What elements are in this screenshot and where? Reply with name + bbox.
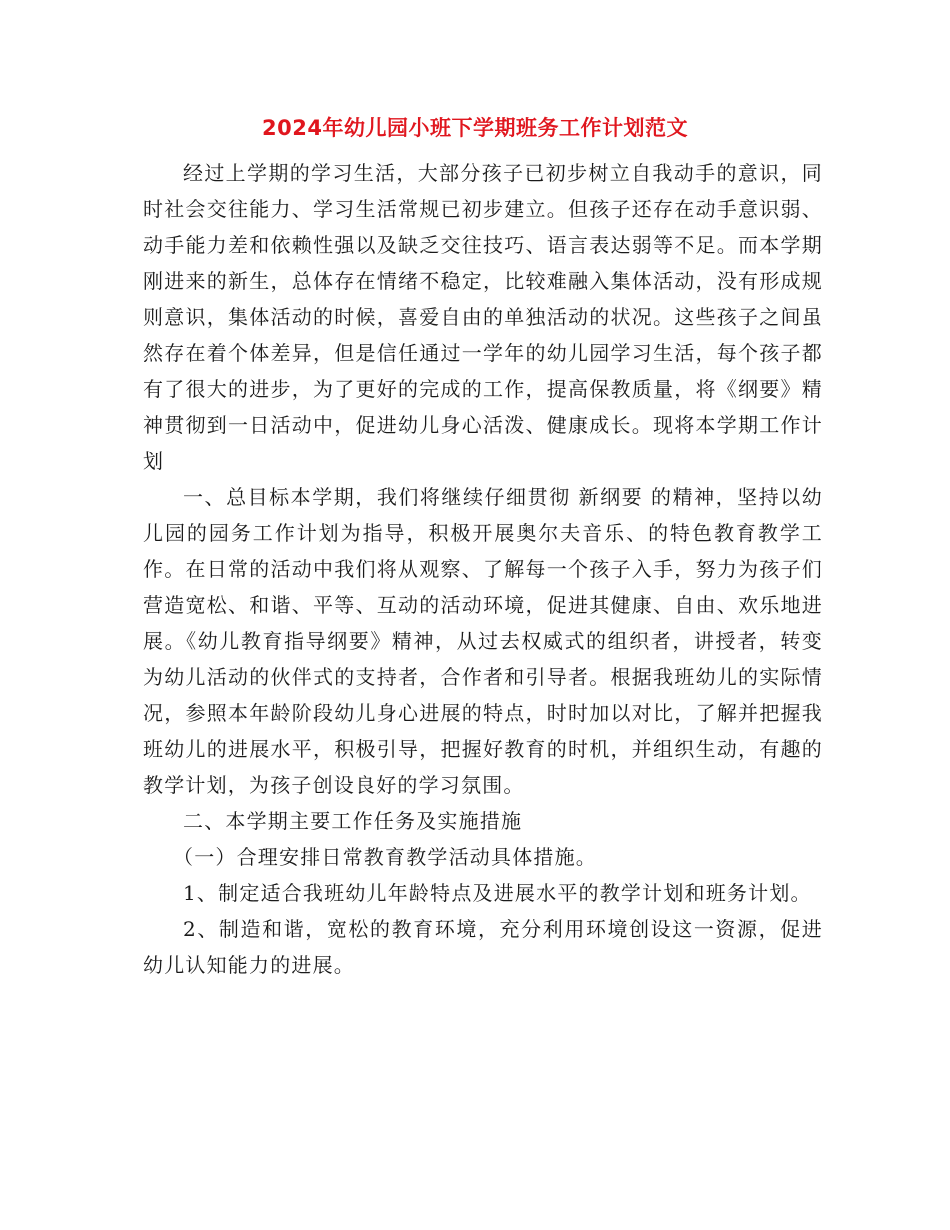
section-heading-tasks: 二、本学期主要工作任务及实施措施	[183, 809, 523, 833]
document-title: 2024年幼儿园小班下学期班务工作计划范文	[262, 116, 688, 140]
subsection-heading-activities: （一）合理安排日常教育教学活动具体措施。	[173, 845, 597, 869]
paragraph-intro: 经过上学期的学习生活，大部分孩子已初步树立自我动手的意识，同时社会交往能力、学习生活常规已初步建立。但孩子还存在动手意识弱、动手能力差和依赖性强以及缺乏交往技巧、语言表达弱等不足。而本学期刚进来的新生，总体存在情绪不稳定，比较难融入集体活动，没有形成规则意识，集体活动的时候，喜爱自由的单独活动的状况。这些孩子之间虽然存在着个体差异，但是信任通过一学年的幼儿园学习生活，每个孩子都有了很大的进步，为了更好的完成的工作，提高保教质量，将《纲要》精神贯彻到一日活动中，促进幼儿身心活泼、健康成长。现将本学期工作计划	[143, 161, 823, 473]
paragraph-overall-goal: 一、总目标本学期，我们将继续仔细贯彻 新纲要 的精神，坚持以幼儿园的园务工作计划为指导，积极开展奥尔夫音乐、的特色教育教学工作。在日常的活动中我们将从观察、了解每一个孩子入手，努力为孩子们营造宽松、和谐、平等、互动的活动环境，促进其健康、自由、欢乐地进展。《幼儿教育指导纲要》精神，从过去权威式的组织者，讲授者，转变为幼儿活动的伙伴式的支持者，合作者和引导者。根据我班幼儿的实际情况，参照本年龄阶段幼儿身心进展的特点，时时加以对比，了解并把握我班幼儿的进展水平，积极引导，把握好教育的时机，并组织生动，有趣的教学计划，为孩子创设良好的学习氛围。	[143, 485, 823, 797]
list-item-2: 2、制造和谐，宽松的教育环境，充分利用环境创设这一资源，促进幼儿认知能力的进展。	[143, 917, 823, 977]
document-body	[143, 155, 823, 983]
list-item-1: 1、制定适合我班幼儿年龄特点及进展水平的教学计划和班务计划。	[183, 881, 812, 905]
